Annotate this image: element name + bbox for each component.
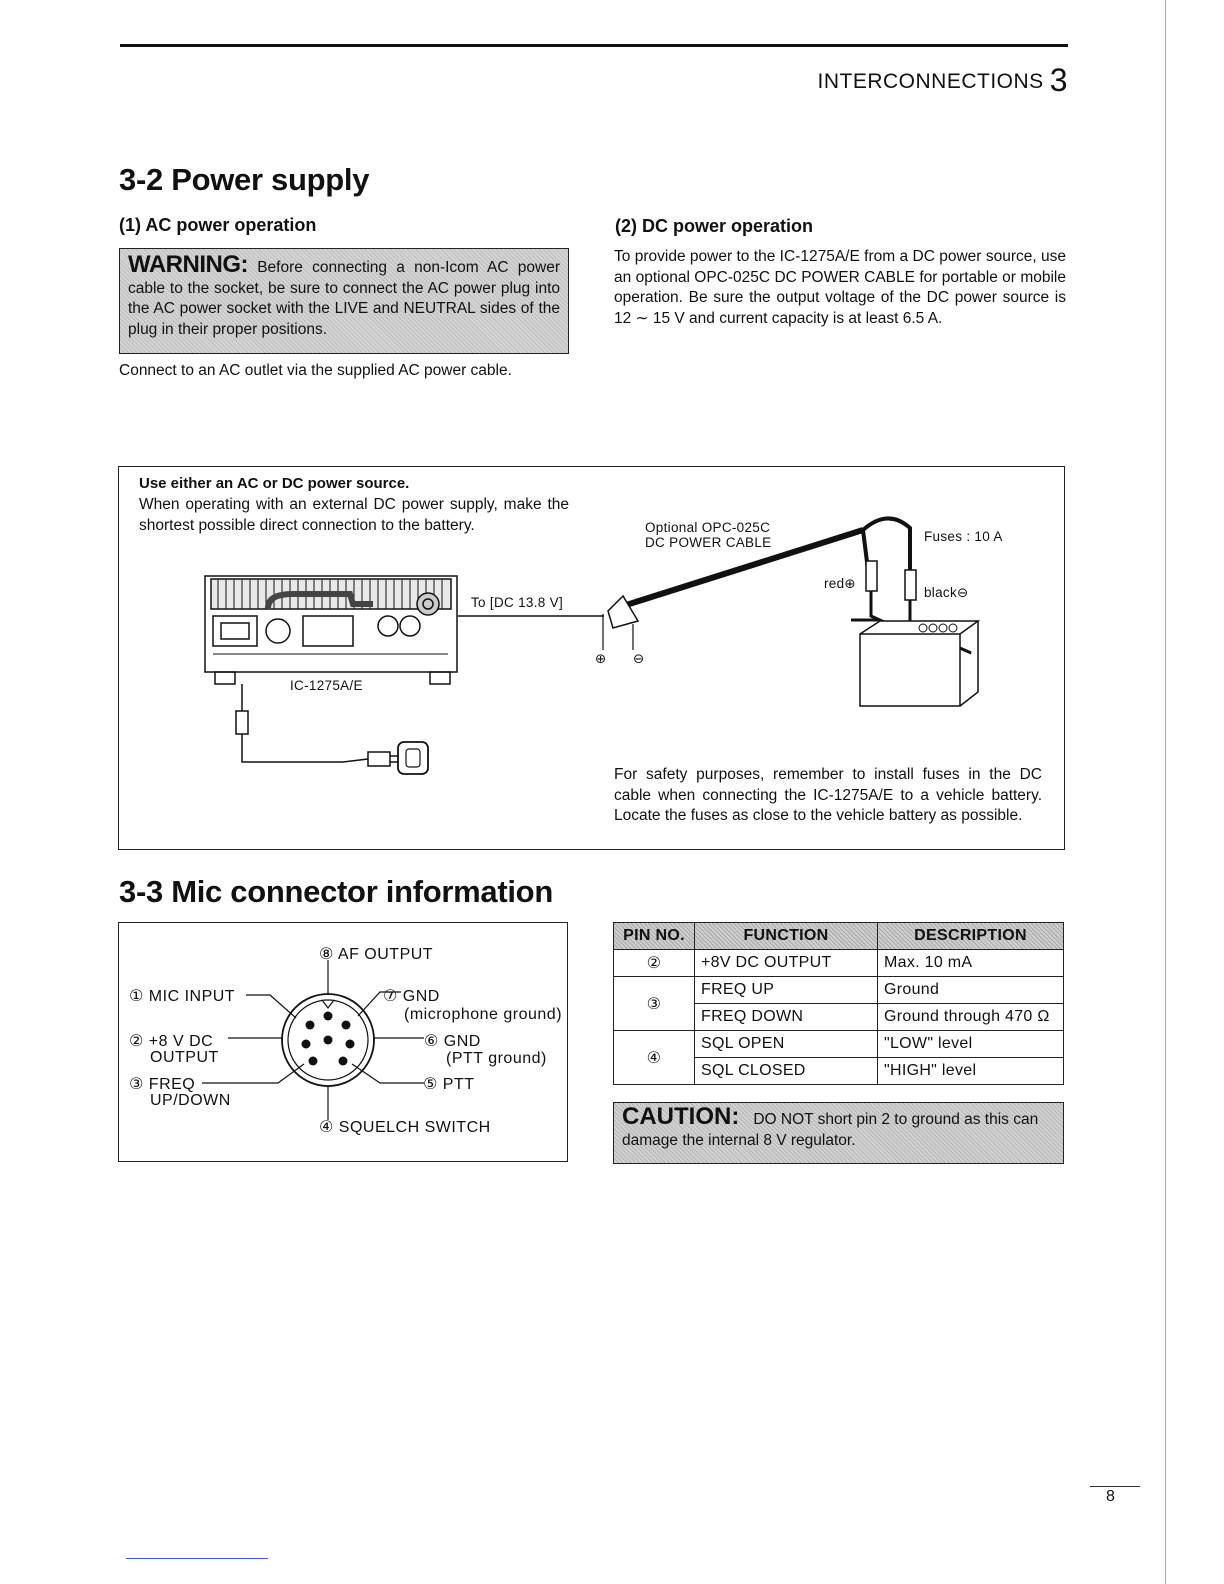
plus-terminal-label: ⊕	[595, 651, 607, 666]
function-cell: SQL CLOSED	[695, 1058, 878, 1085]
to-dc-label: To [DC 13.8 V]	[471, 595, 563, 610]
pin7-label: ⑦ GND	[383, 988, 440, 1005]
black-lead-label: black⊖	[924, 585, 969, 600]
pin8-label: ⑧ AF OUTPUT	[319, 946, 434, 963]
ac-power-cable	[236, 684, 368, 762]
fuse-holder-black	[905, 570, 916, 600]
section-name: INTERCONNECTIONS	[817, 70, 1044, 93]
power-supply-title: 3-2 Power supply	[119, 162, 370, 197]
pin-cell: ③	[614, 977, 695, 1031]
warning-text: Before connecting a non-Icom AC power cable to the socket, be sure to connect the AC power plug into the AC power socket with the LIVE and NEUTRAL sides of the plug in their proper positions.	[128, 259, 561, 338]
warning-box	[119, 248, 569, 354]
pin5-label: ⑤ PTT	[423, 1076, 475, 1093]
fuse-safety-note: For safety purposes, remember to install fuses in the DC cable when connecting the IC-1275A/E to a vehicle battery. Locate the fuses as close to the vehicle battery as possible.	[614, 766, 1042, 824]
header-rule	[120, 44, 1068, 47]
page-edge-line	[1165, 0, 1166, 1584]
table-row	[614, 950, 1064, 977]
pin7-sub-label: (microphone ground)	[404, 1006, 563, 1023]
radio-model-label: IC-1275A/E	[290, 678, 363, 693]
caution-box	[613, 1102, 1064, 1164]
description-cell: "LOW" level	[878, 1031, 1064, 1058]
description-cell: Max. 10 mA	[878, 950, 1064, 977]
source-note-heading: Use either an AC or DC power source.	[139, 475, 410, 492]
description-cell: "HIGH" level	[878, 1058, 1064, 1085]
ac-outlet-icon	[398, 742, 428, 774]
col-description: DESCRIPTION	[878, 923, 1064, 950]
red-lead-label: red⊕	[824, 576, 857, 591]
cable-label-line1: Optional OPC-025C	[645, 520, 771, 535]
warning-label: WARNING:	[128, 251, 248, 278]
pin-cell: ④	[614, 1031, 695, 1085]
battery-icon	[860, 621, 978, 706]
source-note-text: When operating with an external DC power supply, make the shortest possible direct connection to the battery.	[139, 496, 569, 534]
function-cell: SQL OPEN	[695, 1031, 878, 1058]
function-cell: +8V DC OUTPUT	[695, 950, 878, 977]
radio-rear-panel	[205, 576, 457, 684]
col-function: FUNCTION	[695, 923, 878, 950]
page-number: 8	[1106, 1488, 1115, 1505]
pin1-label: ① MIC INPUT	[129, 988, 236, 1005]
bottom-underline	[126, 1558, 268, 1559]
pin4-label: ④ SQUELCH SWITCH	[319, 1119, 491, 1136]
running-header	[818, 62, 1068, 99]
dc-heading: (2) DC power operation	[615, 216, 814, 236]
fuse-holder-red	[866, 561, 877, 591]
pin6-label: ⑥ GND	[424, 1033, 481, 1050]
pin-table-header	[614, 923, 1064, 950]
function-cell: FREQ UP	[695, 977, 878, 1004]
ac-note: Connect to an AC outlet via the supplied AC power cable.	[119, 362, 512, 379]
page-number-rule	[1090, 1486, 1140, 1487]
pin2-label: ② +8 V DC	[129, 1033, 214, 1050]
function-cell: FREQ DOWN	[695, 1004, 878, 1031]
mic-connector-title: 3-3 Mic connector information	[119, 874, 553, 909]
pin-table	[613, 922, 1064, 1085]
pin2-sub-label: OUTPUT	[150, 1049, 219, 1066]
description-cell: Ground through 470 Ω	[878, 1004, 1064, 1031]
caution-text: DO NOT short pin 2 to ground as this can damage the internal 8 V regulator.	[622, 1111, 1039, 1149]
chapter-number: 3	[1049, 62, 1068, 98]
fuses-label: Fuses : 10 A	[924, 529, 1003, 544]
pin3-sub-label: UP/DOWN	[150, 1092, 231, 1109]
table-row	[614, 977, 1064, 1004]
table-row	[614, 1031, 1064, 1058]
pin6-sub-label: (PTT ground)	[446, 1050, 547, 1067]
cable-label-line2: DC POWER CABLE	[645, 535, 772, 550]
caution-label: CAUTION:	[622, 1103, 740, 1130]
pin3-label: ③ FREQ	[129, 1076, 196, 1093]
minus-terminal-label: ⊖	[633, 651, 645, 666]
dc-text: To provide power to the IC-1275A/E from a DC power source, use an optional OPC-025C DC POWER CABLE for portable or mobile operation. Be sure the output voltage of the DC power source is 12 ∼ 15 V and current capacity is at least 6.5 A.	[614, 248, 1066, 327]
pin-cell: ②	[614, 950, 695, 977]
description-cell: Ground	[878, 977, 1064, 1004]
ac-heading: (1) AC power operation	[119, 215, 317, 235]
ac-plug-icon	[368, 752, 400, 766]
col-pin-no: PIN NO.	[614, 923, 695, 950]
